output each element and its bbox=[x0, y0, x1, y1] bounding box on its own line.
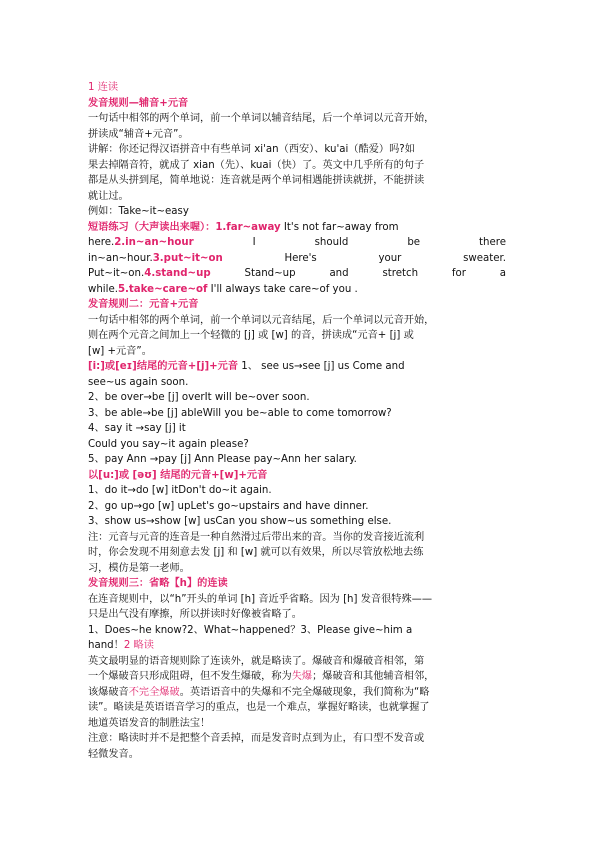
sub-j-example-4: 4、say it →say [j] it bbox=[88, 423, 186, 434]
drill-5-phrase: 5.take~care~of bbox=[117, 283, 208, 295]
note2-1: 注意：略读时并不是把整个音丢掉，而是发音时点到为止，有口型不发音或 bbox=[88, 733, 425, 744]
rule3-text-1: 在连音规则中，以“h”开头的单词 [h] 音近乎省略。因为 [h] 发音很特殊—— bbox=[88, 593, 433, 605]
drill-2-word: there bbox=[479, 237, 506, 248]
skim-3 bbox=[88, 685, 506, 701]
drill-line-4 bbox=[88, 266, 506, 282]
drill-line-2 bbox=[88, 235, 506, 251]
skim-3-text: 该爆破音 bbox=[88, 686, 129, 698]
sub-j-example-1b: see~us again soon. bbox=[88, 376, 189, 388]
drill-4-word: stretch bbox=[382, 268, 419, 279]
sub-j-example-2: 2、be over→be [j] overIt will be~over soon. bbox=[88, 392, 310, 403]
rule1-title: 发音规则—辅音+元音 bbox=[88, 97, 189, 109]
drill-4-word: and bbox=[329, 268, 349, 279]
sub-j-title: [i:]或[eɪ]结尾的元音+[j]+元音 bbox=[88, 361, 239, 372]
rule2-title: 发音规则二：元音+元音 bbox=[88, 299, 199, 310]
drill-1-phrase: 1.far~away bbox=[215, 221, 281, 233]
drill-2-word: I bbox=[252, 237, 256, 248]
drill-2-word: be bbox=[407, 237, 421, 248]
skim-2-end: ；爆破音和其他辅音相邻， bbox=[312, 671, 435, 682]
drill-2-word: should bbox=[314, 237, 349, 248]
skim-1: 英文最明显的语音规则除了连读外，就是略读了。爆破音和爆破音相邻，第 bbox=[88, 655, 425, 667]
drill-5-prefix: while. bbox=[88, 283, 118, 295]
sub-w-example-2: 2、go up→go [w] upLet's go~upstairs and have dinner. bbox=[88, 500, 369, 512]
document-body bbox=[88, 80, 506, 762]
section-heading-skim: 2 略读 bbox=[123, 640, 154, 651]
example-line: 例如：Take~it~easy bbox=[88, 206, 189, 217]
rule3-hand: hand！ bbox=[88, 640, 124, 651]
sub-j-line bbox=[88, 359, 506, 375]
drill-2-prefix: here. bbox=[88, 237, 115, 248]
rule2-text-1: 一句话中相邻的两个单词，前一个单词以元音结尾，后一个单词以元音开始， bbox=[88, 314, 435, 326]
sub-j-example-3: 3、be able→be [j] ableWill you be~able to come tomorrow? bbox=[88, 407, 392, 419]
drill-2-phrase: 2.in~an~hour bbox=[114, 237, 194, 248]
skim-3-end: 。英语语音中的失爆和不完全爆破现象，我们简称为“略 bbox=[179, 686, 430, 698]
section-heading-liaison: 1 连读 bbox=[88, 82, 119, 93]
drill-3-word: Here's bbox=[284, 252, 317, 264]
drill-3-word: sweater. bbox=[463, 252, 506, 264]
drill-line-1 bbox=[88, 220, 506, 236]
drill-1-sentence: It's not far~away from bbox=[280, 221, 399, 233]
note-2: 时，你会发现不用刻意去发 [j] 和 [w] 就可以有效果，所以尽管放松地去练 bbox=[88, 547, 424, 558]
rule2-text-3: [w] +元音”。 bbox=[88, 345, 152, 357]
drill-4-prefix: Put~it~on. bbox=[88, 268, 145, 279]
sub-w-example-3: 3、show us→show [w] usCan you show~us something else. bbox=[88, 516, 392, 527]
rule1-text-1: 一句话中相邻的两个单词，前一个单词以辅音结尾，后一个单词以元音开始， bbox=[88, 113, 435, 124]
drill-line-5 bbox=[88, 282, 506, 298]
rule1-text-2: 拼读成“辅音+元音”。 bbox=[88, 128, 189, 140]
skim-3-term: 不完全爆破 bbox=[128, 686, 180, 698]
drill-3-prefix: in~an~hour. bbox=[88, 252, 153, 264]
skim-2-term: 失爆 bbox=[291, 671, 313, 682]
drill-4-word: Stand~up bbox=[244, 268, 296, 279]
explain-1: 讲解：你还记得汉语拼音中有些单词 xi'an（西安）、ku'ai（酷爱）吗?如 bbox=[88, 144, 415, 155]
skim-2-text: 一个爆破音只形成阻碍，但不发生爆破，称为 bbox=[88, 671, 292, 682]
drill-label: 短语练习（大声读出来喔）： bbox=[88, 221, 216, 233]
skim-2 bbox=[88, 669, 506, 685]
drill-3-word: your bbox=[378, 252, 402, 264]
explain-3: 都是从头拼到尾，简单地说：连音就是两个单词相遇能拼读就拼，不能拼读 bbox=[88, 175, 425, 186]
note2-2: 轻微发音。 bbox=[88, 748, 139, 760]
skim-5: 地道英语发音的制胜法宝！ bbox=[88, 717, 211, 729]
drill-3-phrase: 3.put~it~on bbox=[152, 252, 223, 264]
skim-4: 读”。略读是英语语音学习的重点，也是一个难点，掌握好略读，也就掌握了 bbox=[88, 702, 430, 713]
drill-5-sentence: I'll always take care~of you . bbox=[207, 283, 358, 295]
explain-2: 果去掉隔音符，就成了 xian（先）、kuai（快）了。英文中几乎所有的句子 bbox=[88, 159, 425, 171]
drill-4-word: for bbox=[451, 268, 466, 279]
rule3-text-2: 只是出气没有摩擦，所以拼读时好像被省略了。 bbox=[88, 609, 302, 620]
note-1: 注：元音与元音的连音是一种自然滑过后带出来的音。当你的发音接近流利 bbox=[88, 531, 425, 543]
rule3-examples-end bbox=[88, 638, 506, 654]
drill-line-3 bbox=[88, 251, 506, 267]
note-3: 习，模仿是第一老师。 bbox=[88, 562, 190, 574]
rule2-text-2: 则在两个元音之间加上一个轻微的 [j] 或 [w] 的音，拼读成“元音+ [j] 或 bbox=[88, 330, 414, 341]
sub-j-example-4b: Could you say~it again please? bbox=[88, 438, 249, 450]
sub-w-title: 以[u:]或 [əʊ] 结尾的元音+[w]+元音 bbox=[88, 469, 268, 481]
rule3-examples: 1、Does~he know?2、What~happened？3、Please give~him a bbox=[88, 624, 413, 636]
sub-j-example-5: 5、pay Ann →pay [j] Ann Please pay~Ann her salary. bbox=[88, 454, 357, 465]
sub-j-example-1: 1、 see us→see [j] us Come and bbox=[238, 361, 405, 372]
rule3-title: 发音规则三：省略【h】的连读 bbox=[88, 578, 228, 589]
drill-4-word: a bbox=[499, 268, 506, 279]
drill-4-phrase: 4.stand~up bbox=[144, 268, 211, 279]
sub-w-example-1: 1、do it→do [w] itDon't do~it again. bbox=[88, 485, 272, 496]
explain-4: 就让过。 bbox=[88, 190, 129, 202]
